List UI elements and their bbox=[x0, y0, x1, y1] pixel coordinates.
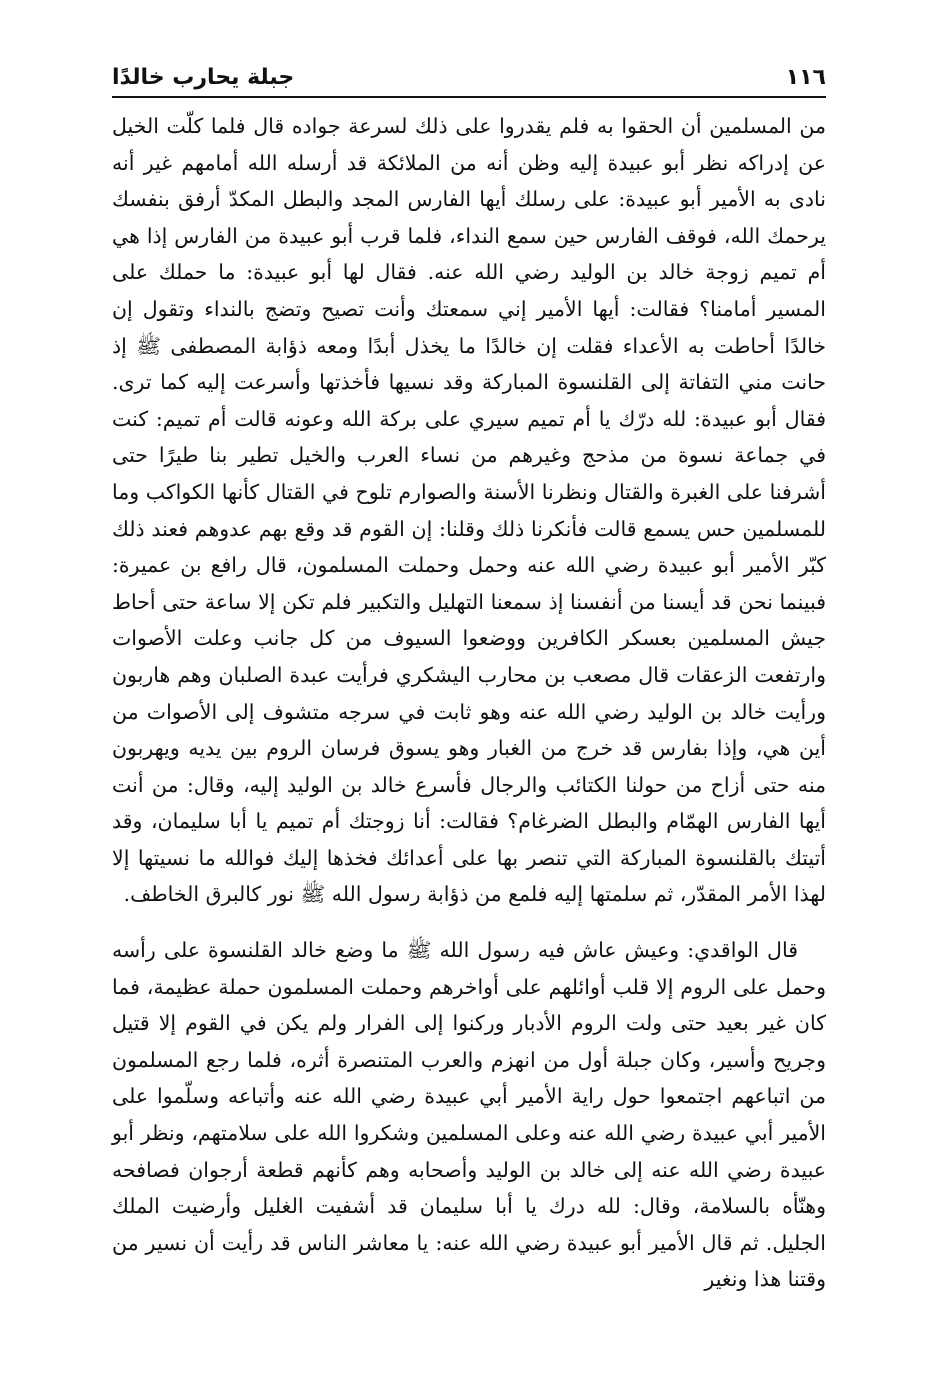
body-text bbox=[112, 108, 826, 1298]
paragraph-1: من المسلمين أن الحقوا به فلم يقدروا على ذلك لسرعة جواده قال فلما كلّت الخيل عن إدراكه نظر أبو عبيدة إليه وظن أنه من الملائكة قد أرسله الله أمامهم غير أنه نادى به الأمير أبو عبيدة: على رسلك أيها الفارس المجد والبطل المكدّ أرفق بنفسك يرحمك الله، فوقف الفارس حين سمع النداء، فلما قرب أبو عبيدة من الفارس إذا هي أم تميم زوجة خالد بن الوليد رضي الله عنه. فقال لها أبو عبيدة: ما حملك على المسير أمامنا؟ فقالت: أيها الأمير إني سمعتك وأنت تصيح وتضج بالنداء وتقول إن خالدًا أحاطت به الأعداء فقلت إن خالدًا ما يخذل أبدًا ومعه ذؤابة المصطفى ﷺ إذ حانت مني التفاتة إلى القلنسوة المباركة وقد نسيها فأخذتها وأسرعت إليه كما ترى. فقال أبو عبيدة: لله درّك يا أم تميم سيري على بركة الله وعونه قالت أم تميم: كنت في جماعة نسوة من مذحج وغيرهم من نساء العرب والخيل تطير بنا طيرًا حتى أشرفنا على الغبرة والقتال ونظرنا الأسنة والصوارم تلوح في القتال كأنها الكواكب وما للمسلمين حس يسمع قالت فأنكرنا ذلك وقلنا: إن القوم قد وقع بهم عدوهم فعند ذلك كبّر الأمير أبو عبيدة رضي الله عنه وحمل وحملت المسلمون، قال رافع بن عميرة: فبينما نحن قد أيسنا من أنفسنا إذ سمعنا التهليل والتكبير فلم تكن إلا ساعة حتى أحاط جيش المسلمين بعسكر الكافرين ووضعوا السيوف من كل جانب وعلت الأصوات وارتفعت الزعقات قال مصعب بن محارب اليشكري فرأيت عبدة الصلبان وهم هاربون ورأيت خالد بن الوليد رضي الله عنه وهو ثابت في سرجه متشوف إلى الأصوات من أين هي، وإذا بفارس قد خرج من الغبار وهو يسوق فرسان الروم بين يديه ويهربون منه حتى أزاح من حولنا الكتائب والرجال فأسرع خالد بن الوليد إليه، وقال: من أنت أيها الفارس الهمّام والبطل الضرغام؟ فقالت: أنا زوجتك أم تميم يا أبا سليمان، وقد أتيتك بالقلنسوة المباركة التي تنصر بها على أعدائك فخذها إليك فوالله ما نسيتها إلا لهذا الأمر المقدّر، ثم سلمتها إليه فلمع من ذؤابة رسول الله ﷺ نور كالبرق الخاطف. bbox=[112, 114, 826, 907]
running-header bbox=[112, 58, 826, 98]
paragraph-2: قال الواقدي: وعيش عاش فيه رسول الله ﷺ ما وضع خالد القلنسوة على رأسه وحمل على الروم إلا قلب أوائلهم على أواخرهم وحملت المسلمون حملة عظيمة، فما كان غير بعيد حتى ولت الروم الأدبار وركنوا إلى الفرار ولم يكن في القوم إلا قتيل وجريح وأسير، وكان جبلة أول من انهزم والعرب المتنصرة أثره، فلما رجع المسلمون من اتباعهم اجتمعوا حول راية الأمير أبي عبيدة رضي الله عنه وأتباعه وسلّموا على الأمير أبي عبيدة رضي الله عنه وعلى المسلمين وشكروا الله على سلامتهم، ونظر أبو عبيدة رضي الله عنه إلى خالد بن الوليد وأصحابه وهم كأنهم قطعة أرجوان فصافحه وهنّأه بالسلامة، وقال: لله درك يا أبا سليمان قد أشفيت الغليل وأرضيت الملك الجليل. ثم قال الأمير أبو عبيدة رضي الله عنه: يا معاشر الناس قد رأيت أن نسير من وقتنا هذا ونغير bbox=[112, 938, 826, 1292]
running-title: جبلة يحارب خالدًا bbox=[112, 65, 295, 90]
page-number: ١١٦ bbox=[785, 65, 826, 90]
